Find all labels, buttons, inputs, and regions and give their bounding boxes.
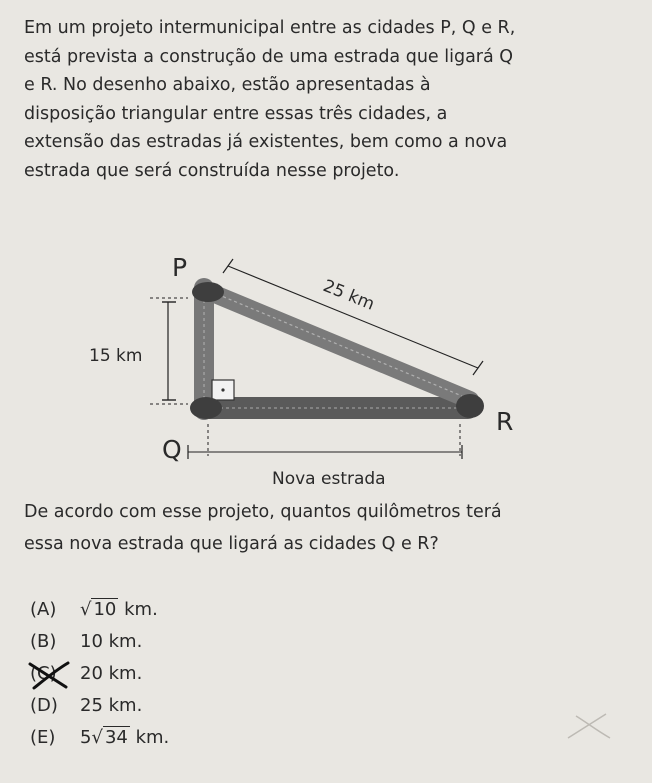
option-letter: (D) (30, 695, 58, 716)
statement-line: e R. No desenho abaixo, estão apresentadas à (24, 75, 431, 95)
sqrt-expression: √ 10 (80, 599, 117, 620)
question-text (24, 496, 624, 560)
option-d[interactable] (30, 690, 169, 722)
statement-line: estrada que será construída nesse projeto. (24, 160, 400, 181)
option-letter: (E) (30, 727, 56, 748)
label-p: P (172, 253, 188, 282)
option-e[interactable]: (E) 5√ 34 km. (30, 722, 169, 754)
label-r: R (496, 407, 514, 436)
city-q-node (190, 397, 222, 419)
pencil-scribble (566, 710, 612, 742)
sqrt-expression: √ 34 (91, 727, 128, 748)
statement-line: Em um projeto intermunicipal entre as cidades P, Q e R, (24, 18, 516, 38)
question-line: essa nova estrada que ligará as cidades Q e R? (24, 534, 439, 554)
triangle-diagram (0, 230, 652, 500)
option-text: 20 km. (80, 663, 143, 684)
option-text: 25 km. (80, 695, 143, 716)
option-b[interactable] (30, 626, 169, 658)
city-p-node (192, 282, 224, 302)
problem-statement (24, 14, 624, 185)
statement-line: está prevista a construção de uma estrada que ligará Q (24, 46, 514, 67)
road-pr (205, 290, 470, 400)
option-text: 10 km. (80, 631, 143, 652)
option-a[interactable]: (A) √ 10 km. (30, 594, 169, 626)
option-letter: (A) (30, 599, 57, 620)
statement-line: disposição triangular entre essas três cidades, a (24, 103, 448, 124)
option-letter: (C) (30, 663, 57, 684)
label-new-road: Nova estrada (272, 469, 386, 489)
question-line: De acordo com esse projeto, quantos quilômetros terá (24, 502, 502, 522)
answer-options (30, 594, 169, 754)
option-c[interactable] (30, 658, 169, 690)
label-q: Q (162, 435, 182, 464)
label-pq-length: 15 km (89, 346, 143, 366)
city-r-node (456, 394, 484, 418)
option-letter: (B) (30, 631, 57, 652)
label-pr-length: 25 km (320, 276, 378, 315)
statement-line: extensão das estradas já existentes, bem como a nova (24, 132, 508, 152)
